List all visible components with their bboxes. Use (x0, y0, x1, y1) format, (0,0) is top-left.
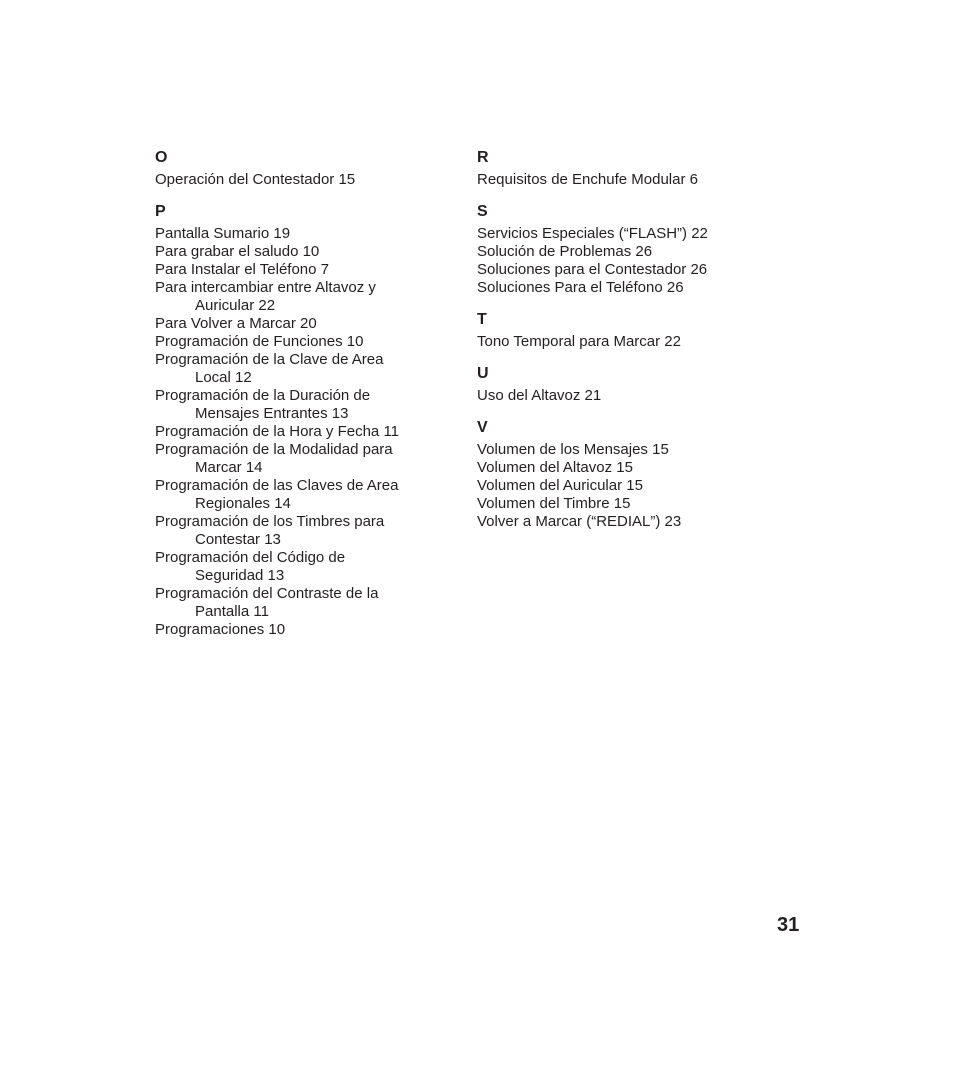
index-entry (477, 477, 777, 495)
index-entry-text: Uso del Altavoz 21 (477, 387, 602, 404)
index-section-o (155, 148, 455, 189)
index-entry-continuation: Auricular 22 (195, 297, 276, 314)
index-entry (155, 621, 455, 639)
index-entry-text: Programación de los Timbres para (155, 513, 385, 530)
index-entry-continuation: Contestar 13 (195, 531, 281, 548)
index-entry (155, 351, 455, 387)
index-entry (477, 333, 777, 351)
index-entry-continuation: Seguridad 13 (195, 567, 285, 584)
index-entry-text: Servicios Especiales (“FLASH”) 22 (477, 225, 708, 242)
section-letter: U (477, 365, 489, 382)
index-entry-text: Volumen del Altavoz 15 (477, 459, 633, 476)
index-entry-text: Soluciones Para el Teléfono 26 (477, 279, 684, 296)
index-entry-text: Programaciones 10 (155, 621, 286, 638)
index-column-right (477, 148, 777, 544)
section-letter: O (155, 149, 168, 166)
index-entry-text: Para Instalar el Teléfono 7 (155, 261, 330, 278)
index-entry-continuation: Mensajes Entrantes 13 (195, 405, 349, 422)
index-entry (155, 243, 455, 261)
index-entry (155, 477, 455, 513)
index-entry-text: Solución de Problemas 26 (477, 243, 653, 260)
index-entry-text: Programación de la Hora y Fecha 11 (155, 423, 400, 440)
index-entry (155, 549, 455, 585)
index-entry-text: Para intercambiar entre Altavoz y (155, 279, 376, 296)
index-entry-text: Volumen del Auricular 15 (477, 477, 643, 494)
index-entry (155, 513, 455, 549)
index-entry (477, 387, 777, 405)
index-entry-text: Programación de la Duración de (155, 387, 371, 404)
index-entry (477, 441, 777, 459)
index-entry-continuation: Marcar 14 (195, 459, 263, 476)
index-entry-text: Volumen de los Mensajes 15 (477, 441, 669, 458)
index-entry (155, 333, 455, 351)
index-entry (477, 261, 777, 279)
index-entry (155, 315, 455, 333)
index-entry-text: Programación de las Claves de Area (155, 477, 399, 494)
index-entry-continuation: Local 12 (195, 369, 252, 386)
index-entry (155, 387, 455, 423)
index-entry (477, 171, 777, 189)
index-entry (477, 243, 777, 261)
index-entry (477, 225, 777, 243)
index-entry (155, 261, 455, 279)
index-entry-continuation: Regionales 14 (195, 495, 291, 512)
section-letter: R (477, 149, 489, 166)
index-section-p (155, 202, 455, 639)
index-entry (155, 225, 455, 243)
index-entry-text: Requisitos de Enchufe Modular 6 (477, 171, 698, 188)
index-section-u (477, 364, 777, 405)
section-letter: S (477, 203, 488, 220)
index-entry-text: Programación del Contraste de la (155, 585, 379, 602)
section-letter: V (477, 419, 488, 436)
index-entry (477, 513, 777, 531)
index-section-t (477, 310, 777, 351)
index-entry-text: Programación de la Clave de Area (155, 351, 384, 368)
index-section-r (477, 148, 777, 189)
index-entry-continuation: Pantalla 11 (195, 603, 269, 620)
index-section-s (477, 202, 777, 297)
index-entry (155, 423, 455, 441)
page-number: 31 (777, 914, 800, 936)
index-entry (155, 585, 455, 621)
section-letter: P (155, 203, 166, 220)
index-entry (155, 441, 455, 477)
index-section-v (477, 418, 777, 531)
index-entry-text: Programación de la Modalidad para (155, 441, 393, 458)
index-entry-text: Para grabar el saludo 10 (155, 243, 320, 260)
index-entry (477, 279, 777, 297)
index-entry-text: Operación del Contestador 15 (155, 171, 356, 188)
index-entry-text: Programación de Funciones 10 (155, 333, 364, 350)
index-entry (477, 495, 777, 513)
index-entry (477, 459, 777, 477)
index-entry-text: Volver a Marcar (“REDIAL”) 23 (477, 513, 682, 530)
index-entry-text: Tono Temporal para Marcar 22 (477, 333, 681, 350)
index-column-left (155, 148, 455, 652)
index-entry-text: Volumen del Timbre 15 (477, 495, 631, 512)
index-entry-text: Soluciones para el Contestador 26 (477, 261, 708, 278)
section-letter: T (477, 311, 487, 328)
index-entry-text: Pantalla Sumario 19 (155, 225, 291, 242)
index-entry-text: Programación del Código de (155, 549, 346, 566)
index-entry-text: Para Volver a Marcar 20 (155, 315, 317, 332)
index-entry (155, 279, 455, 315)
index-entry (155, 171, 455, 189)
